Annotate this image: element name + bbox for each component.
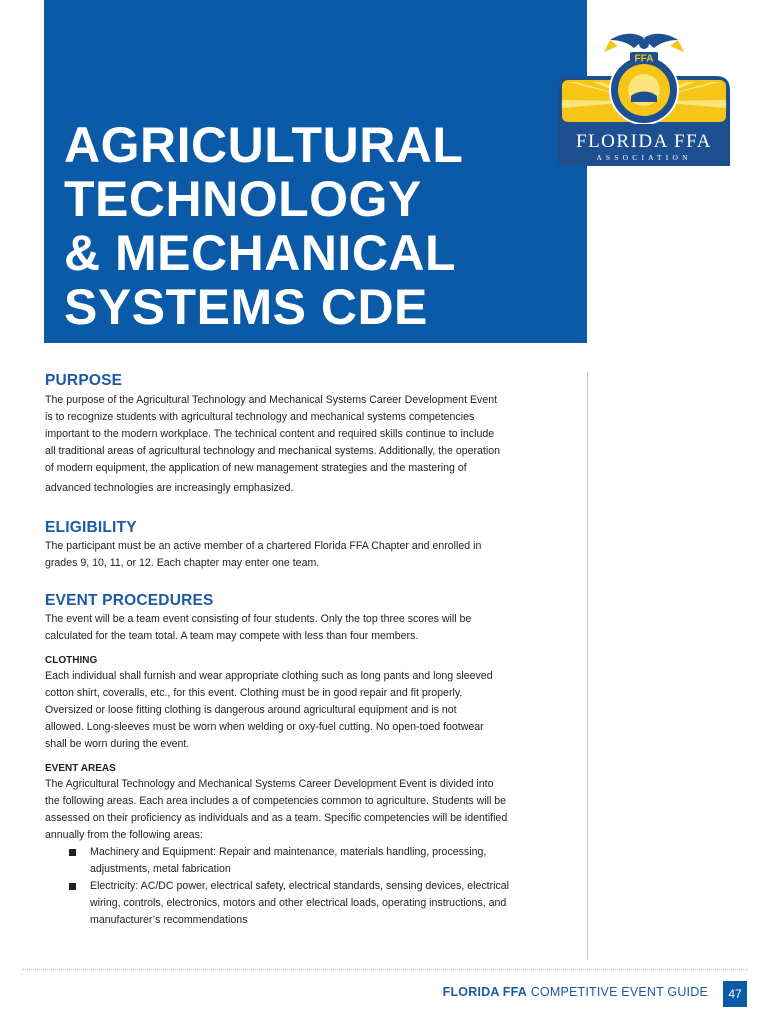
- purpose-line: advanced technologies are increasingly emphasized.: [45, 482, 294, 494]
- event-procedures-section: [45, 592, 565, 929]
- event-areas-line: annually from the following areas:: [45, 829, 203, 841]
- purpose-section: [45, 372, 565, 497]
- purpose-line: of modern equipment, the application of new management strategies and the mastering of: [45, 462, 467, 474]
- footer: [443, 985, 708, 999]
- florida-ffa-logo: [548, 30, 740, 180]
- page-title: [64, 118, 463, 334]
- list-item-line: Electricity: AC/DC power, electrical safety, electrical standards, sensing devices, electrical: [90, 880, 510, 892]
- event-areas-line: The Agricultural Technology and Mechanical Systems Career Development Event is divided into: [45, 778, 494, 790]
- title-line: SYSTEMS CDE: [64, 279, 428, 335]
- event-procedures-heading: EVENT PROCEDURES: [45, 592, 214, 609]
- list-item: [45, 878, 565, 929]
- eligibility-line: grades 9, 10, 11, or 12. Each chapter may enter one team.: [45, 557, 320, 569]
- list-item-line: wiring, controls, electronics, motors and other electrical loads, operating instructions, and: [90, 897, 507, 909]
- event-areas-heading: EVENT AREAS: [45, 763, 116, 774]
- footer-guide: COMPETITIVE EVENT GUIDE: [530, 985, 708, 999]
- bullet-icon: [69, 883, 76, 890]
- eligibility-section: [45, 519, 565, 572]
- logo-subtitle: ASSOCIATION: [596, 153, 692, 162]
- purpose-line: is to recognize students with agricultural technology and mechanical systems competencies: [45, 411, 475, 423]
- title-line: TECHNOLOGY: [64, 171, 422, 227]
- eligibility-heading: ELIGIBILITY: [45, 519, 137, 536]
- clothing-line: allowed. Long-sleeves must be worn when welding or oxy-fuel cutting. No open-toed footwear: [45, 721, 484, 733]
- procedures-line: calculated for the team total. A team may compete with less than four members.: [45, 630, 419, 642]
- title-line: & MECHANICAL: [64, 225, 457, 281]
- title-block: [44, 0, 587, 343]
- logo-name: FLORIDA FFA: [576, 131, 712, 152]
- event-areas-line: assessed on their proficiency as individuals and as a team. Specific competencies will be identified: [45, 812, 508, 824]
- emblem-text: FFA: [634, 53, 654, 65]
- clothing-line: shall be worn during the event.: [45, 738, 190, 750]
- bullet-icon: [69, 849, 76, 856]
- clothing-line: Oversized or loose fitting clothing is dangerous around agricultural equipment and is not: [45, 704, 457, 716]
- footer-brand: FLORIDA FFA: [442, 985, 527, 999]
- clothing-heading: CLOTHING: [45, 655, 98, 666]
- page-number: 47: [723, 981, 747, 1007]
- purpose-line: important to the modern workplace. The technical content and required skills continue to include: [45, 428, 495, 440]
- clothing-line: cotton shirt, coveralls, etc., for this event. Clothing must be in good repair and fit properly.: [45, 687, 463, 699]
- main-content: [45, 368, 565, 929]
- eagle-icon: [604, 34, 684, 52]
- purpose-line: all traditional areas of agricultural technology and mechanical systems. Additionally, the operation: [45, 445, 501, 457]
- event-areas-list: [45, 844, 565, 929]
- purpose-line: The purpose of the Agricultural Technology and Mechanical Systems Career Development Event: [45, 394, 498, 406]
- clothing-line: Each individual shall furnish and wear appropriate clothing such as long pants and long sleeved: [45, 670, 493, 682]
- procedures-line: The event will be a team event consisting of four students. Only the top three scores will be: [45, 613, 472, 625]
- list-item-line: manufacturer’s recommendations: [90, 914, 248, 926]
- column-divider: [587, 372, 588, 960]
- list-item-line: adjustments, metal fabrication: [90, 863, 231, 875]
- title-line: AGRICULTURAL: [64, 117, 464, 173]
- eligibility-line: The participant must be an active member of a chartered Florida FFA Chapter and enrolled in: [45, 540, 482, 552]
- footer-divider: [22, 969, 748, 970]
- purpose-heading: PURPOSE: [45, 372, 123, 389]
- list-item: [45, 844, 565, 878]
- list-item-line: Machinery and Equipment: Repair and maintenance, materials handling, processing,: [90, 846, 487, 858]
- event-areas-line: the following areas. Each area includes a of competencies common to agriculture. Students will be: [45, 795, 507, 807]
